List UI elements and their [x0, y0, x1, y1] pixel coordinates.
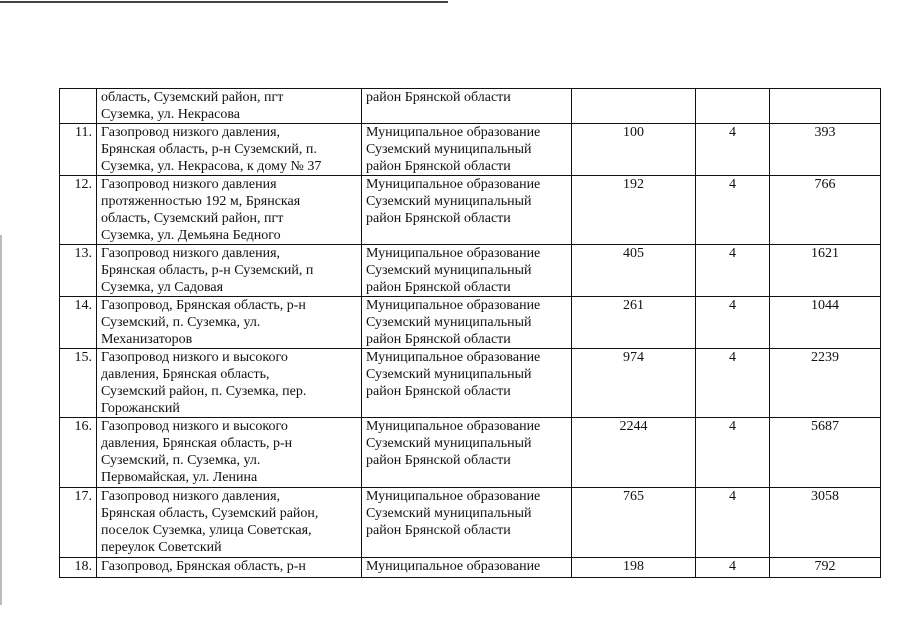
owner-name: Муниципальное образование Суземский муниципальный район Брянской области: [362, 418, 572, 488]
column-6-value: 5687: [770, 418, 881, 488]
column-5-value: 4: [696, 418, 770, 488]
table-row: [60, 89, 881, 124]
length-value: 974: [572, 349, 696, 418]
owner-name: Муниципальное образование Суземский муниципальный район Брянской области: [362, 245, 572, 297]
table-row: [60, 418, 881, 488]
table-row: [60, 349, 881, 418]
column-6-value: 393: [770, 124, 881, 176]
row-number: 13.: [60, 245, 97, 297]
column-5-value: [696, 89, 770, 124]
column-5-value: 4: [696, 124, 770, 176]
length-value: 765: [572, 488, 696, 558]
object-name: Газопровод низкого давления, Брянская область, р-н Суземский, п. Суземка, ул. Некрасова, к дому № 37: [97, 124, 362, 176]
scan-edge-mark: [0, 235, 2, 605]
column-6-value: 2239: [770, 349, 881, 418]
column-5-value: 4: [696, 558, 770, 578]
object-name: область, Суземский район, пгт Суземка, ул. Некрасова: [97, 89, 362, 124]
table-row: [60, 297, 881, 349]
object-name: Газопровод, Брянская область, р-н: [97, 558, 362, 578]
column-6-value: 792: [770, 558, 881, 578]
owner-name: Муниципальное образование Суземский муниципальный район Брянской области: [362, 124, 572, 176]
object-name: Газопровод низкого и высокого давления, Брянская область, Суземский район, п. Суземка, пер. Горожанский: [97, 349, 362, 418]
row-number: 16.: [60, 418, 97, 488]
owner-name: Муниципальное образование Суземский муниципальный район Брянской области: [362, 349, 572, 418]
column-5-value: 4: [696, 176, 770, 245]
column-6-value: 1044: [770, 297, 881, 349]
length-value: 198: [572, 558, 696, 578]
length-value: 192: [572, 176, 696, 245]
owner-name: Муниципальное образование Суземский муниципальный район Брянской области: [362, 176, 572, 245]
length-value: 2244: [572, 418, 696, 488]
table-row: [60, 176, 881, 245]
length-value: 100: [572, 124, 696, 176]
column-6-value: 1621: [770, 245, 881, 297]
object-name: Газопровод низкого давления протяженностью 192 м, Брянская область, Суземский район, пгт Суземка, ул. Демьяна Бедного: [97, 176, 362, 245]
row-number: 11.: [60, 124, 97, 176]
table-row: [60, 488, 881, 558]
object-name: Газопровод низкого давления, Брянская область, Суземский район, поселок Суземка, улица Советская, переулок Советский: [97, 488, 362, 558]
column-5-value: 4: [696, 297, 770, 349]
row-number: [60, 89, 97, 124]
object-name: Газопровод низкого давления, Брянская область, р-н Суземский, п Суземка, ул Садовая: [97, 245, 362, 297]
object-name: Газопровод, Брянская область, р-н Суземский, п. Суземка, ул. Механизаторов: [97, 297, 362, 349]
table-row: [60, 245, 881, 297]
object-name: Газопровод низкого и высокого давления, Брянская область, р-н Суземский, п. Суземка, ул. Первомайская, ул. Ленина: [97, 418, 362, 488]
length-value: [572, 89, 696, 124]
owner-name: Муниципальное образование Суземский муниципальный район Брянской области: [362, 488, 572, 558]
property-table: [59, 88, 881, 578]
table-row: [60, 558, 881, 578]
owner-name: Муниципальное образование Суземский муниципальный район Брянской области: [362, 297, 572, 349]
row-number: 17.: [60, 488, 97, 558]
column-5-value: 4: [696, 245, 770, 297]
row-number: 15.: [60, 349, 97, 418]
row-number: 14.: [60, 297, 97, 349]
length-value: 261: [572, 297, 696, 349]
column-5-value: 4: [696, 488, 770, 558]
top-rule: [0, 1, 448, 3]
length-value: 405: [572, 245, 696, 297]
owner-name: Муниципальное образование: [362, 558, 572, 578]
column-5-value: 4: [696, 349, 770, 418]
column-6-value: 766: [770, 176, 881, 245]
row-number: 12.: [60, 176, 97, 245]
table-row: [60, 124, 881, 176]
column-6-value: 3058: [770, 488, 881, 558]
owner-name: район Брянской области: [362, 89, 572, 124]
column-6-value: [770, 89, 881, 124]
row-number: 18.: [60, 558, 97, 578]
